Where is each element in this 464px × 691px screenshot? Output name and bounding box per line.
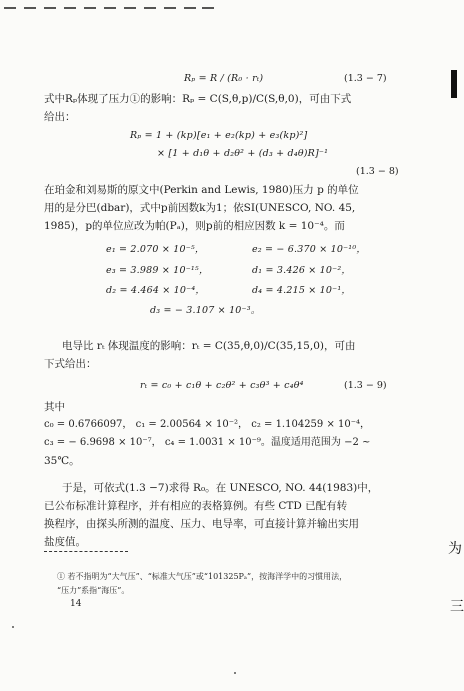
paragraph-line: 已公布标准计算程序，并有相应的表格算例。有些 CTD 已配有转 bbox=[44, 500, 348, 512]
equation-1-3-7: Rₚ = R / (R₀ · rₜ) bbox=[184, 73, 264, 84]
paragraph-line: 盐度值。 bbox=[44, 536, 86, 548]
page-number: 14 bbox=[70, 599, 82, 609]
paragraph-line: 电导比 rₜ 体现温度的影响：rₜ = C(35,θ,0)/C(35,15,0)，可由 bbox=[62, 340, 356, 352]
coefficient-e2: e₂ = − 6.370 × 10⁻¹⁰， bbox=[252, 244, 367, 255]
coefficient-d1: d₁ = 3.426 × 10⁻²， bbox=[252, 265, 352, 276]
paragraph-line: 换程序，由探头所测的温度、压力、电导率，可直接计算并输出实用 bbox=[44, 518, 359, 530]
equation-label: (1.3 − 8) bbox=[356, 166, 399, 177]
paragraph-line: 35℃。 bbox=[44, 455, 80, 467]
coefficient-d2: d₂ = 4.464 × 10⁻⁴， bbox=[106, 285, 206, 296]
footnote bbox=[57, 570, 427, 598]
footnote-line: ① 若不指明为“大气压”、“标准大气压”或“101325Pₐ”，按海洋学中的习惯用法， bbox=[57, 572, 348, 581]
equation-label: (1.3 − 9) bbox=[344, 380, 387, 391]
paragraph-line: 给出： bbox=[44, 111, 76, 123]
paragraph-line: 用的是分巴(dbar)，式中p前因数k为1；依SI(UNESCO, NO. 45, bbox=[44, 202, 356, 214]
edge-character-top: 为 bbox=[448, 541, 462, 557]
paragraph-line: c₀ = 0.6766097， c₁ = 2.00564 × 10⁻²， c₂ = 1.104259 × 10⁻⁴， bbox=[44, 419, 371, 430]
scan-speck bbox=[234, 672, 236, 674]
footnote-rule bbox=[44, 551, 128, 552]
equation-label: (1.3 − 7) bbox=[344, 73, 387, 84]
equation-1-3-9: rₜ = c₀ + c₁θ + c₂θ² + c₃θ³ + c₄θ⁴ bbox=[140, 380, 304, 391]
top-dashed-rule bbox=[0, 4, 215, 12]
paragraph-line: 1985)，p的单位应改为帕(Pₐ)，则p前的相应因数 k = 10⁻⁴。而 bbox=[44, 220, 345, 232]
equation-1-3-8-line1: Rₚ = 1 + (kp)[e₁ + e₂(kp) + e₃(kp)²] bbox=[130, 130, 308, 141]
coefficient-e3: e₃ = 3.989 × 10⁻¹⁵， bbox=[106, 265, 209, 276]
coefficient-d3: d₃ = − 3.107 × 10⁻³。 bbox=[150, 305, 261, 316]
page-edge-bar bbox=[451, 70, 457, 98]
edge-character-bottom: 三 bbox=[450, 599, 464, 615]
paragraph-line: 在珀金和刘易斯的原文中(Perkin and Lewis, 1980)压力 p 的单位 bbox=[44, 184, 359, 196]
paragraph-line: 式中Rₚ体现了压力①的影响：Rₚ = C(S,θ,p)/C(S,θ,0)，可由下式 bbox=[44, 93, 352, 105]
coefficient-e1: e₁ = 2.070 × 10⁻⁵， bbox=[106, 244, 205, 255]
paragraph-heading: 其中 bbox=[44, 401, 65, 413]
paragraph-line: c₃ = − 6.9698 × 10⁻⁷， c₄ = 1.0031 × 10⁻⁹。温度适用范围为 −2 ~ bbox=[44, 437, 371, 448]
footnote-line: “压力”系指“海压”。 bbox=[57, 586, 130, 595]
coefficient-d4: d₄ = 4.215 × 10⁻¹， bbox=[252, 285, 352, 296]
equation-1-3-8-line2: × [1 + d₁θ + d₂θ² + (d₃ + d₄θ)R]⁻¹ bbox=[157, 148, 329, 159]
scan-speck bbox=[12, 626, 14, 628]
paragraph-line: 于是，可依式(1.3 −7)求得 R₀。在 UNESCO, NO. 44(1983)中， bbox=[62, 482, 379, 494]
paragraph-line: 下式给出： bbox=[44, 358, 97, 370]
